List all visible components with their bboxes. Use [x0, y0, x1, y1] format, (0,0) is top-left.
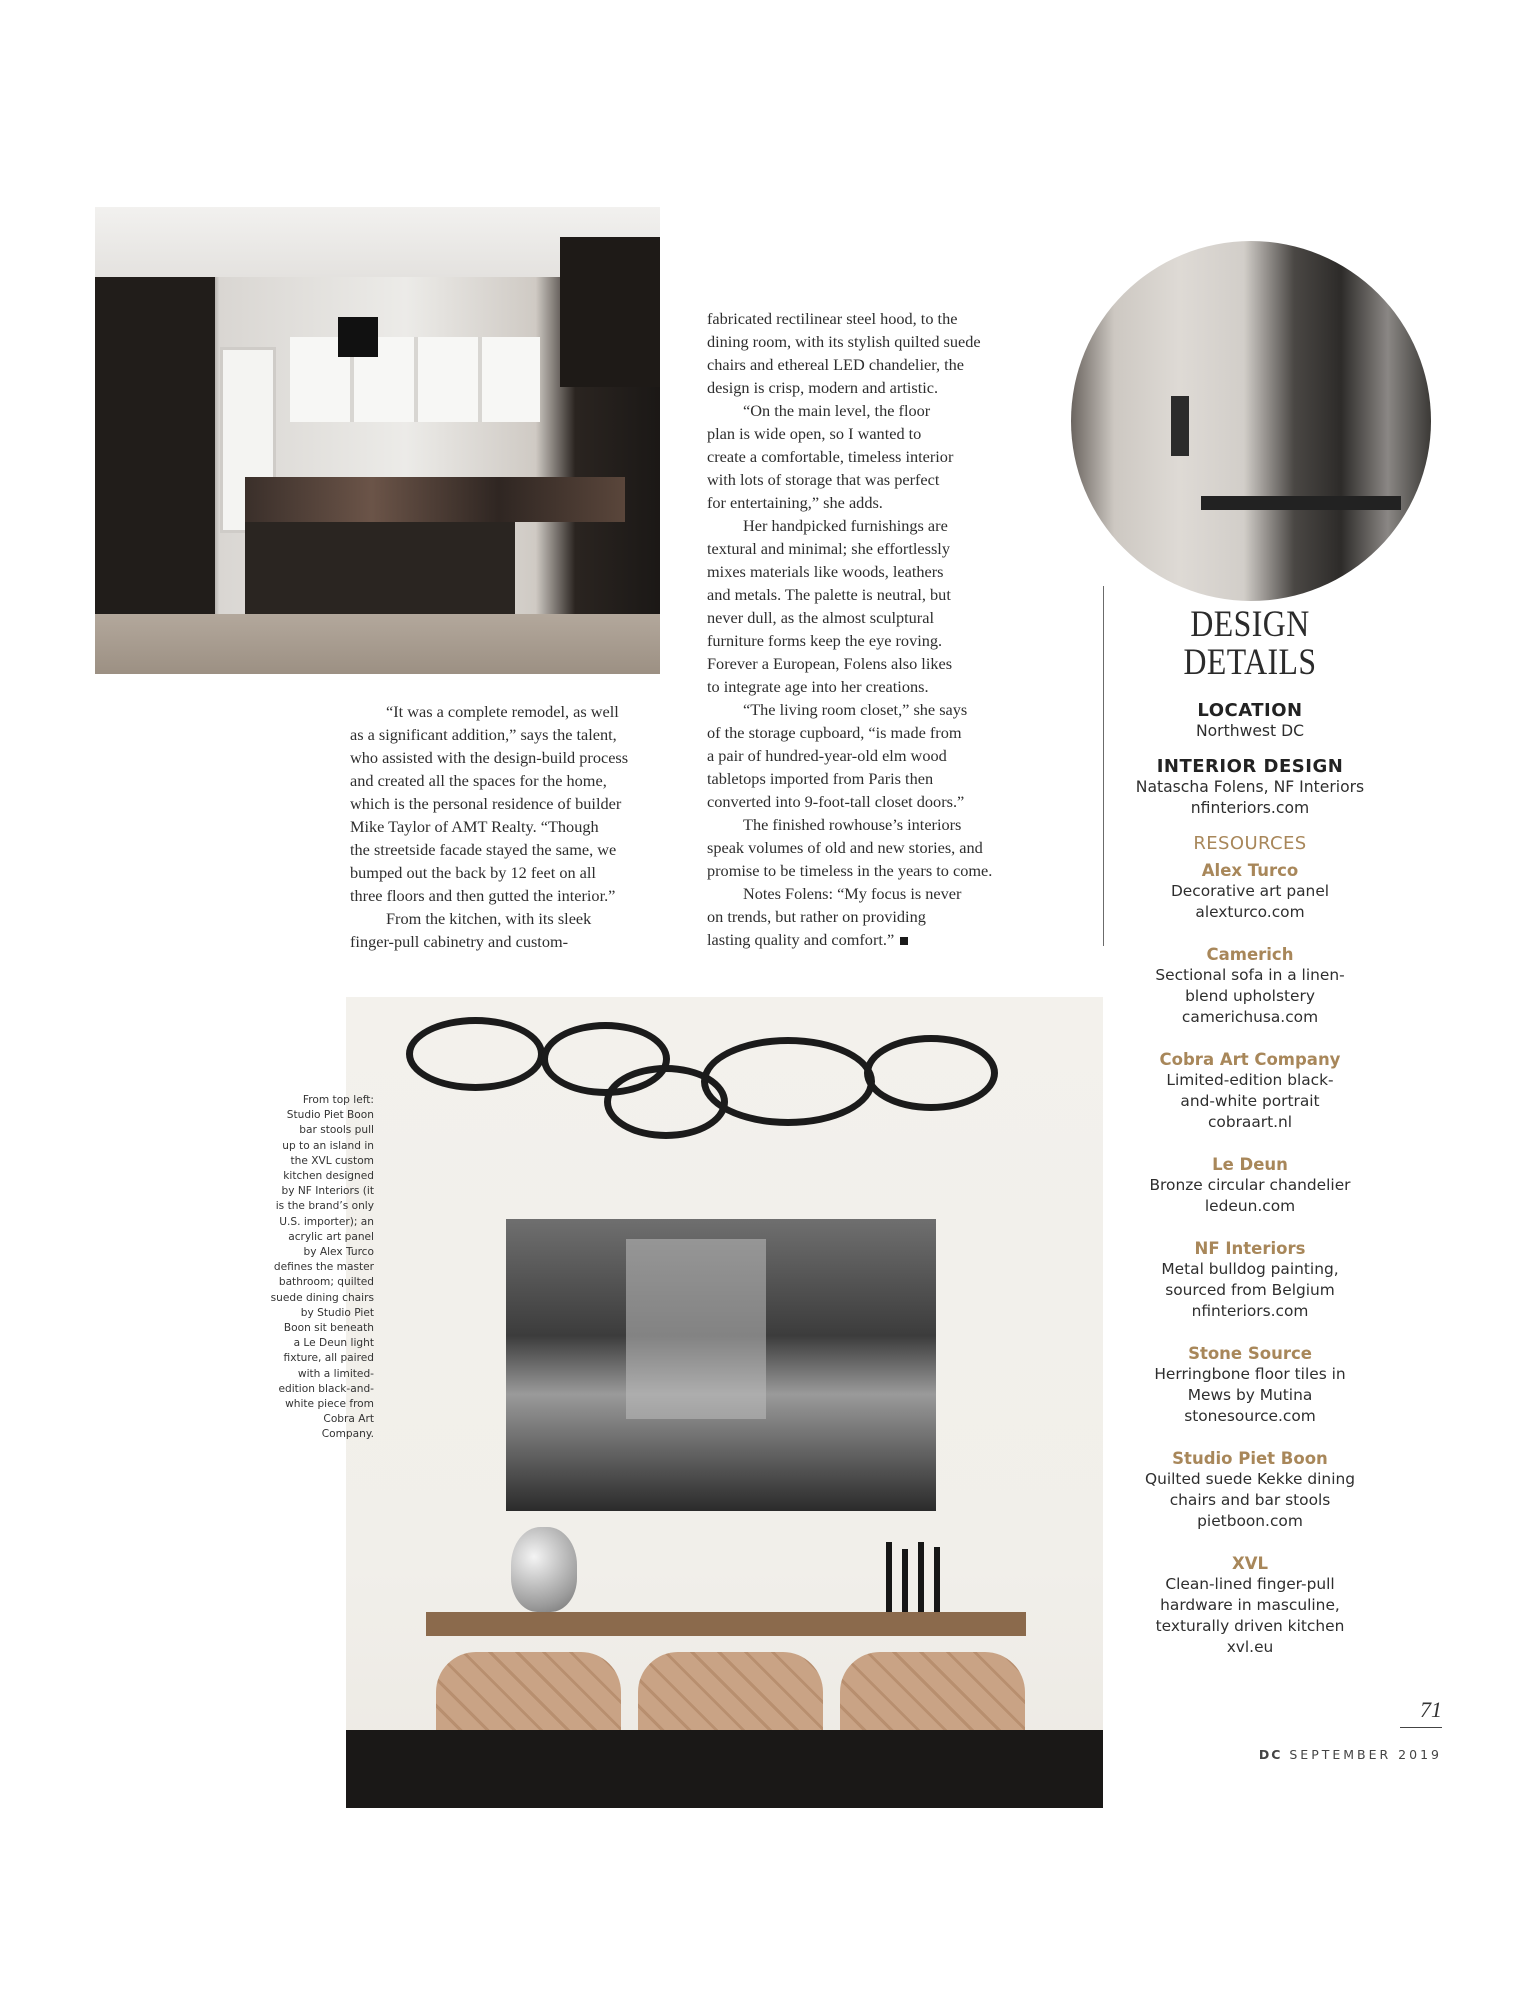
- article-column-middle: [707, 307, 1047, 951]
- interior-designer-website: nfinteriors.com: [1190, 799, 1310, 817]
- sidebar-divider: [1103, 586, 1104, 946]
- resource-item: [1120, 1049, 1380, 1133]
- resource-detail: blend upholstery: [1185, 987, 1315, 1005]
- location-section: [1120, 700, 1380, 742]
- article-line: three floors and then gutted the interior.”: [350, 886, 616, 905]
- caption-line: by Alex Turco: [303, 1246, 374, 1259]
- article-line: The finished rowhouse’s interiors: [743, 815, 962, 834]
- resource-name: Cobra Art Company: [1159, 1050, 1341, 1069]
- article-line: a pair of hundred-year-old elm wood: [707, 746, 947, 765]
- article-line: which is the personal residence of builder: [350, 794, 622, 813]
- location-heading: LOCATION: [1197, 700, 1303, 721]
- article-line: Mike Taylor of AMT Realty. “Though: [350, 817, 599, 836]
- resource-detail: Mews by Mutina: [1187, 1386, 1313, 1404]
- resource-detail: xvl.eu: [1226, 1638, 1274, 1656]
- magazine-name: DC: [1258, 1747, 1283, 1762]
- sidebar-title-line1: DESIGN: [1190, 604, 1310, 645]
- article-line: chairs and ethereal LED chandelier, the: [707, 355, 965, 374]
- article-line: and metals. The palette is neutral, but: [707, 585, 951, 604]
- article-line: lasting quality and comfort.”: [707, 928, 1047, 951]
- article-line: Notes Folens: “My focus is never: [743, 884, 962, 903]
- article-line: of the storage cupboard, “is made from: [707, 723, 962, 742]
- article-line: create a comfortable, timeless interior: [707, 447, 954, 466]
- caption-line: with a limited-: [297, 1367, 374, 1380]
- resource-detail: texturally driven kitchen: [1155, 1617, 1345, 1635]
- interior-design-section: [1120, 756, 1380, 819]
- article-line: “On the main level, the floor: [743, 401, 931, 420]
- caption-line: acrylic art panel: [288, 1230, 374, 1243]
- article-line: promise to be timeless in the years to come.: [707, 861, 993, 880]
- interior-designer: Natascha Folens, NF Interiors: [1135, 778, 1365, 796]
- resource-detail: Limited-edition black-: [1166, 1071, 1334, 1089]
- resource-item: [1120, 860, 1380, 923]
- resource-detail: and-white portrait: [1180, 1092, 1320, 1110]
- article-line: tabletops imported from Paris then: [707, 769, 934, 788]
- resource-detail: nfinteriors.com: [1191, 1302, 1309, 1320]
- article-line: bumped out the back by 12 feet on all: [350, 863, 596, 882]
- caption-line: edition black-and-: [278, 1382, 374, 1395]
- location-value: Northwest DC: [1195, 722, 1305, 740]
- article-line: finger-pull cabinetry and custom-: [350, 932, 569, 951]
- resource-name: NF Interiors: [1194, 1239, 1306, 1258]
- caption-line: by Studio Piet: [300, 1306, 374, 1319]
- resource-detail: Metal bulldog painting,: [1161, 1260, 1339, 1278]
- article-line: Her handpicked furnishings are: [743, 516, 948, 535]
- sidebar-title-line2: DETAILS: [1183, 642, 1317, 683]
- kitchen-photo: [95, 207, 660, 674]
- resource-item: [1120, 1154, 1380, 1217]
- resource-name: Stone Source: [1188, 1344, 1312, 1363]
- resource-detail: stonesource.com: [1184, 1407, 1316, 1425]
- article-line: design is crisp, modern and artistic.: [707, 378, 939, 397]
- article-line: dining room, with its stylish quilted suede: [707, 332, 981, 351]
- resource-name: Le Deun: [1212, 1155, 1288, 1174]
- resource-detail: chairs and bar stools: [1169, 1491, 1331, 1509]
- article-line: plan is wide open, so I wanted to: [707, 424, 922, 443]
- folio-rule: [1400, 1727, 1442, 1728]
- resource-name: Alex Turco: [1201, 861, 1299, 880]
- article-line: as a significant addition,” says the talent,: [350, 725, 617, 744]
- caption-line: Studio Piet Boon: [286, 1109, 374, 1122]
- resource-name: Camerich: [1206, 945, 1294, 964]
- article-line: who assisted with the design-build process: [350, 748, 629, 767]
- caption-line: is the brand’s only: [275, 1200, 374, 1213]
- article-line: “It was a complete remodel, as well: [386, 702, 619, 721]
- caption-line: suede dining chairs: [270, 1291, 374, 1304]
- article-line: speak volumes of old and new stories, and: [707, 838, 983, 857]
- article-column-left: [350, 700, 680, 953]
- caption-line: white piece from: [285, 1398, 374, 1411]
- article-line: From the kitchen, with its sleek: [386, 909, 592, 928]
- bathroom-photo: [1071, 241, 1431, 601]
- resource-detail: pietboon.com: [1197, 1512, 1303, 1530]
- article-line: for entertaining,” she adds.: [707, 493, 883, 512]
- resource-item: [1120, 944, 1380, 1028]
- caption-line: bar stools pull: [299, 1124, 374, 1137]
- resource-detail: sourced from Belgium: [1165, 1281, 1335, 1299]
- resource-detail: camerichusa.com: [1181, 1008, 1319, 1026]
- caption-line: Boon sit beneath: [283, 1322, 374, 1335]
- caption-line: by NF Interiors (it: [281, 1185, 374, 1198]
- resource-name: XVL: [1231, 1554, 1268, 1573]
- caption-line: U.S. importer); an: [279, 1215, 374, 1228]
- resource-item: [1120, 1448, 1380, 1532]
- page-number: 71: [1420, 1697, 1442, 1722]
- sidebar-title: [1138, 606, 1362, 682]
- resource-detail: hardware in masculine,: [1160, 1596, 1340, 1614]
- resource-detail: Bronze circular chandelier: [1149, 1176, 1351, 1194]
- caption-line: Company.: [321, 1428, 374, 1441]
- article-line: never dull, as the almost sculptural: [707, 608, 934, 627]
- resource-name: Studio Piet Boon: [1172, 1449, 1328, 1468]
- resource-detail: Quilted suede Kekke dining: [1145, 1470, 1355, 1488]
- dining-room-photo: [346, 997, 1103, 1808]
- caption-line: bathroom; quilted: [278, 1276, 374, 1289]
- design-details-sidebar: [1120, 600, 1380, 1679]
- article-line: Forever a European, Folens also likes: [707, 654, 953, 673]
- article-line: on trends, but rather on providing: [707, 907, 926, 926]
- resource-item: [1120, 1343, 1380, 1427]
- article-line: textural and minimal; she effortlessly: [707, 539, 950, 558]
- resource-detail: Sectional sofa in a linen-: [1155, 966, 1345, 984]
- folio-line: [1250, 1747, 1442, 1762]
- caption-line: the XVL custom: [290, 1154, 374, 1167]
- article-line: and created all the spaces for the home,: [350, 771, 607, 790]
- article-line: furniture forms keep the eye roving.: [707, 631, 943, 650]
- caption-line: Cobra Art: [323, 1413, 374, 1426]
- article-line: mixes materials like woods, leathers: [707, 562, 944, 581]
- article-line: converted into 9-foot-tall closet doors.”: [707, 792, 965, 811]
- caption-line: kitchen designed: [283, 1170, 374, 1183]
- resources-list: [1120, 860, 1380, 1658]
- caption-line: a Le Deun light: [293, 1337, 374, 1350]
- resource-item: [1120, 1553, 1380, 1658]
- caption-line: up to an island in: [282, 1139, 374, 1152]
- article-line: “The living room closet,” she says: [743, 700, 968, 719]
- article-line: fabricated rectilinear steel hood, to the: [707, 309, 958, 328]
- article-line: with lots of storage that was perfect: [707, 470, 940, 489]
- resource-detail: Herringbone floor tiles in: [1154, 1365, 1346, 1383]
- article-line: to integrate age into her creations.: [707, 677, 929, 696]
- photo-caption: [250, 1093, 374, 1443]
- caption-line: defines the master: [273, 1261, 374, 1274]
- caption-line: fixture, all paired: [283, 1352, 374, 1365]
- resource-detail: Decorative art panel: [1170, 882, 1330, 900]
- issue-date: SEPTEMBER 2019: [1289, 1747, 1442, 1762]
- caption-line: From top left:: [302, 1094, 374, 1106]
- resource-item: [1120, 1238, 1380, 1322]
- resource-detail: Clean-lined finger-pull: [1165, 1575, 1335, 1593]
- resources-heading: RESOURCES: [1193, 833, 1307, 854]
- resource-detail: alexturco.com: [1195, 903, 1305, 921]
- resource-detail: cobraart.nl: [1207, 1113, 1293, 1131]
- interior-design-heading: INTERIOR DESIGN: [1156, 756, 1344, 777]
- resource-detail: ledeun.com: [1204, 1197, 1296, 1215]
- article-line: the streetside facade stayed the same, we: [350, 840, 617, 859]
- end-of-article-mark: [900, 937, 908, 945]
